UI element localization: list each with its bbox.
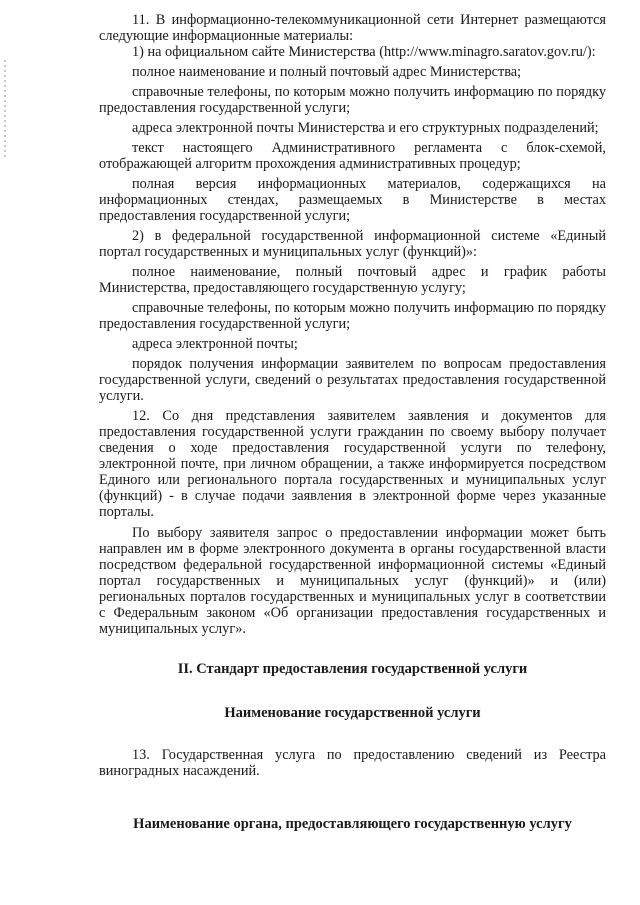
paragraph-11-item-2-d: порядок получения информации заявителем по вопросам предоставления государственной услуги, сведений о результатах предоставления государственной услуги. <box>99 356 606 404</box>
paragraph-11-intro: 11. В информационно-телекоммуникационной сети Интернет размещаются следующие информационные материалы: <box>99 12 606 44</box>
scan-edge-artifact <box>4 60 6 160</box>
paragraph-11-item-1-c: адреса электронной почты Министерства и его структурных подразделений; <box>132 120 599 136</box>
heading-service-name: Наименование государственной услуги <box>224 705 481 721</box>
paragraph-11-item-1-b: справочные телефоны, по которым можно получить информацию по порядку предоставления государственной услуги; <box>99 84 606 116</box>
paragraph-12-request: По выбору заявителя запрос о предоставлении информации может быть направлен им в форме электронного документа в органы государственной власти посредством федеральной государственной информационной системы «Единый портал государственных и муниципальных услуг (функций)» и (или) региональных порталов государственных и муниципальных услуг в соответствии с Федеральным законом «Об организации предоставления государственных и муниципальных услуг». <box>99 525 606 637</box>
paragraph-12: 12. Со дня представления заявителем заявления и документов для предоставления государственной услуги гражданин по своему выбору получает сведения о ходе предоставления государственной услуги по телефону, электронной почте, при личном обращении, а также информируется посредством Единого или регионального портала государственных и муниципальных услуг (функций) - в случае подачи заявления в электронной форме через указанные порталы. <box>99 408 606 520</box>
document-body <box>99 12 606 833</box>
paragraph-11-item-1-e: полная версия информационных материалов, содержащихся на информационных стендах, размещаемых в Министерстве в местах предоставления государственной услуги; <box>99 176 606 224</box>
heading-providing-authority: Наименование органа, предоставляющего государственную услугу <box>133 816 572 832</box>
paragraph-11-item-2: 2) в федеральной государственной информационной системе «Единый портал государственных и муниципальных услуг (функций)»: <box>99 228 606 260</box>
paragraph-11-item-1: 1) на официальном сайте Министерства (http://www.minagro.saratov.gov.ru/): <box>132 44 596 60</box>
paragraph-11-item-2-a: полное наименование, полный почтовый адрес и график работы Министерства, предоставляющего государственную услугу; <box>99 264 606 296</box>
paragraph-11-item-1-d: текст настоящего Административного регламента с блок-схемой, отображающей алгоритм прохождения административных процедур; <box>99 140 606 172</box>
paragraph-11-item-2-c: адреса электронной почты; <box>132 336 298 352</box>
paragraph-13: 13. Государственная услуга по предоставлению сведений из Реестра виноградных насаждений. <box>99 747 606 779</box>
paragraph-11-item-2-b: справочные телефоны, по которым можно получить информацию по порядку предоставления государственной услуги; <box>99 300 606 332</box>
paragraph-11-item-1-a: полное наименование и полный почтовый адрес Министерства; <box>132 64 522 80</box>
section-title: II. Стандарт предоставления государственной услуги <box>177 661 528 677</box>
